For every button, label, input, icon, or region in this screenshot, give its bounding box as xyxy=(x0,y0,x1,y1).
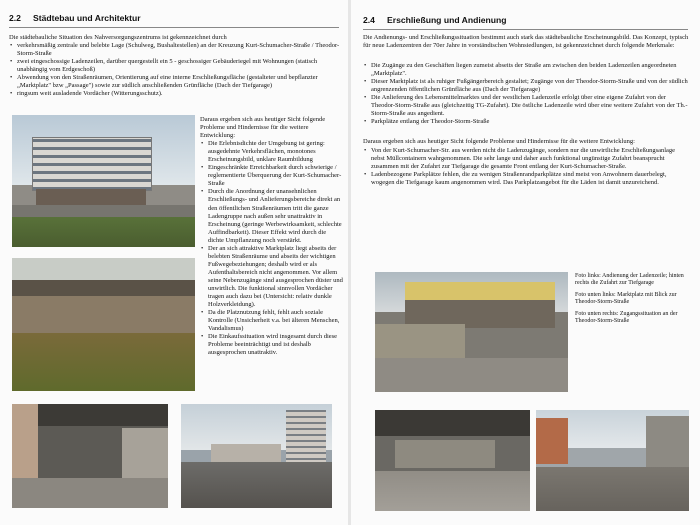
photo-captions xyxy=(575,273,693,329)
left-problem-item: • Die Erlebnisdichte der Umgebung ist gering: ausgedehnte Verkehrsflächen, monotones Erscheinungsbild, unklare Raumbildung xyxy=(200,140,343,164)
photo-building xyxy=(12,115,195,247)
photo-marketplace xyxy=(375,410,530,511)
right-intro-block xyxy=(363,34,689,187)
left-section-heading xyxy=(9,13,141,23)
left-page xyxy=(0,0,349,525)
left-feature-item: • verkehrsmäßig zentrale und belebte Lage (Schulweg, Bushaltestellen) an der Kreuzung Kurt-Schumacher-Straße / Theodor-Storm-Straße xyxy=(9,42,343,58)
caption-marketplace: Foto unten links: Marktplatz mit Blick zur Theodor-Storm-Straße xyxy=(575,291,677,306)
right-feature-list xyxy=(363,62,689,126)
left-problem-item: • Die Einkaufssituation wird insgesamt durch diese Probleme beeinträchtigt und ist deshalb ausgesprochen unattraktiv. xyxy=(200,333,343,357)
left-feature-item: • Abwendung von den Straßenräumen, Orientierung auf eine interne Erschließungsfläche (gestalteter und bepflanzter „Marktplatz" bzw „Passage") sowie zur südlich anschließenden Grünfläche (Dach der Tiefgarage) xyxy=(9,74,343,90)
left-analysis-block xyxy=(200,116,343,357)
right-feature-item: • Die Anlieferung des Lebensmittelmarktes und der westlichen Ladenzeile erfolgt über eine eigene Zufahrt von der Theodor-Storm-Straße aus (gleichzeitig TG-Zufahrt). Die östliche Ladenzeile wird über eine weitere Zufahrt von der Th.-Storm-Straße aus angedient. xyxy=(363,94,689,118)
left-section-title: Städtebau und Architektur xyxy=(33,13,141,23)
left-feature-item: • ringsum weit ausladende Vordächer (Witterungsschutz). xyxy=(9,90,343,98)
right-page xyxy=(351,0,700,525)
photo-entrance xyxy=(536,410,689,511)
right-feature-item: • Parkplätze entlang der Theodor-Storm-Straße xyxy=(363,118,689,126)
caption-delivery: Foto links: Andienung der Ladenzeile; hinten rechts die Zufahrt zur Tiefgarage xyxy=(575,273,684,287)
left-analysis-intro: Daraus ergeben sich aus heutiger Sicht folgende Probleme und Hindernisse für die weitere Entwicklung: xyxy=(200,116,326,140)
right-section-title: Erschließung und Andienung xyxy=(387,15,507,25)
photo-trees xyxy=(12,258,195,391)
left-intro-text: Die städtebauliche Situation des Nahversorgungszentrums ist gekennzeichnet durch xyxy=(9,34,227,41)
right-feature-item: • Dieser Marktplatz ist als ruhiger Fußgängerbereich gestaltet; Zugänge von der Theodor-Storm-Straße und von der südlich angrenzenden öffentlichen Grünfläche aus (Dach der Tiefgarage) xyxy=(363,78,689,94)
right-problem-list xyxy=(363,147,689,187)
left-section-number: 2.2 xyxy=(9,13,21,23)
photo-passage xyxy=(12,404,168,508)
right-section-heading xyxy=(363,15,507,25)
left-problem-list xyxy=(200,140,343,357)
left-problem-item: • Eingeschränkte Erreichbarkeit durch schwierige / reglementierte Überquerung der Kurt-Schumacher-Straße xyxy=(200,164,343,188)
right-feature-item: • Die Zugänge zu den Geschäften liegen zumeist abseits der Straße am zwischen den beiden Ladenzeilen angeordneten „Marktplatz". xyxy=(363,62,689,78)
right-heading-rule xyxy=(363,29,688,30)
left-problem-item: • Der an sich attraktive Marktplatz liegt abseits der belebten Straßenräume und abseits der wichtigen Fußwegebeziehungen; deshalb wird er als Aufenthaltsbereich nicht angenommen. Vor allem seine Nebenzugänge sind ausgesprochen düster und unwirtlich. Die funktional sinnvollen Vordächer tragen auch dazu bei (Untersicht: relativ dunkle Holzverkleidung). xyxy=(200,245,343,309)
left-feature-item: • zwei eingeschossige Ladenzeilen, darüber quergestellt ein 5 - geschossiger Gebäuderiegel mit Wohnungen (statisch unabhängig vom Erdgeschoß) xyxy=(9,58,343,74)
left-feature-list xyxy=(9,42,343,98)
right-section-number: 2.4 xyxy=(363,15,375,25)
photo-street xyxy=(181,404,332,508)
photo-delivery xyxy=(375,272,568,392)
left-intro-block xyxy=(9,34,343,98)
left-problem-item: • Da die Platznutzung fehlt, fehlt auch soziale Kontrolle (Unsicherheit v.a. bei älteren Menschen, Vandalismus) xyxy=(200,309,343,333)
caption-entrance: Foto unten rechts: Zugangssituation an der Theodor-Storm-Straße xyxy=(575,310,678,325)
right-problem-item: • Von der Kurt-Schumacher-Str. aus werden nicht die Ladenzugänge, sondern nur die unwirtliche Erschließungsanlage nebst Müllcontainern wahrgenommen. Die sehr lange und daher auch funktional ungünstige Zufahrt beansprucht zusammen mit der Zufahrt zur Tiefgarage die gesamte Front entlang der Kurt-Schumacher-Straße. xyxy=(363,147,689,171)
right-problem-item: • Ladenbezogene Parkplätze fehlen, die zu wenigen Straßenrandparkplätze sind meist von Anwohnern dauerbelegt, wogegen die Tiefgarage kaum angenommen wird. Das Parkplatzangebot für die Läden ist damit unzureichend. xyxy=(363,171,689,187)
left-heading-rule xyxy=(9,27,339,28)
right-intro-text: Die Andienungs- und Erschließungssituation bestimmt auch stark das städtebauliche Erscheinungsbild. Das Konzept, typisch für neue Ladenzentren der 70er Jahre in vorständischen Wohnsiedlungen, ist gekennzeichnet durch folgende Merkmale: xyxy=(363,34,689,50)
right-analysis-intro: Daraus ergeben sich aus heutiger Sicht folgende Probleme und Hindernisse für die weitere Entwicklung: xyxy=(363,138,635,146)
left-problem-item: • Durch die Anordnung der unansehnlichen Erschließungs- und Anlieferungsbereiche direkt an den öffentlichen Straßenräumen tritt die ganze Ladengruppe nach außen sehr unattraktiv in Erscheinung (geringe Werbewirksamkeit, schlechte Auffindbarkeit). Dieser Effekt wird durch die dichte Umpflanzung noch verstärkt. xyxy=(200,188,343,244)
